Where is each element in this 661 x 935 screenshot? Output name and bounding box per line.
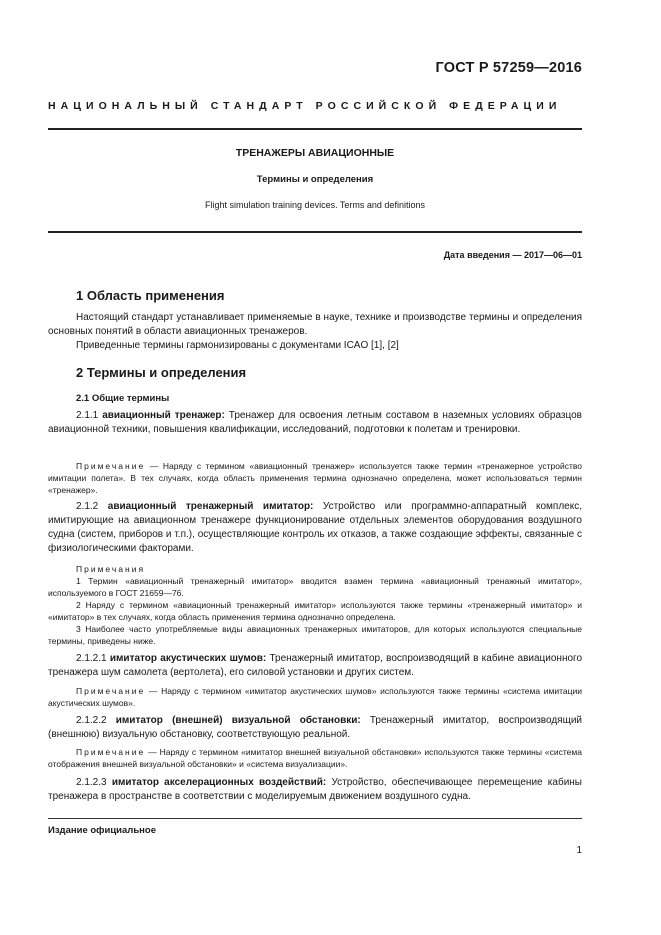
note-item: 1 Термин «авиационный тренажерный имитатор» вводится взамен термина «авиационный тренажный имитатор», используемого в ГОСТ 21659—76. <box>48 576 582 598</box>
note-text: — Наряду с термином «имитатор акустических шумов» используются также термины «система имитации акустических шумов». <box>48 686 582 708</box>
note-item: 3 Наиболее часто употребляемые виды авиационных тренажерных имитаторов, для которых используются специальные термины, приведены ниже. <box>48 624 582 646</box>
term-2-1-2 <box>48 500 582 556</box>
term-2-1-2-3 <box>48 776 582 804</box>
term-name: имитатор акселерационных воздействий: <box>111 777 327 788</box>
page-number: 1 <box>576 845 582 856</box>
term-2-1-2-1 <box>48 652 582 680</box>
term-2-1-1 <box>48 409 582 437</box>
note-text: — Наряду с термином «авиационный тренажер» используется также термин «тренажерное устройство имитации полета». В тех случаях, когда область применения термина однозначно определена, может использоваться термин «тренажер». <box>48 461 582 495</box>
note-label: Примечание <box>76 686 146 696</box>
term-2-1-2-2 <box>48 714 582 742</box>
note-label: Примечание <box>76 747 146 757</box>
footer-divider <box>48 818 582 819</box>
notes-label: Примечания <box>76 564 146 574</box>
document-title: ТРЕНАЖЕРЫ АВИАЦИОННЫЕ <box>235 147 395 159</box>
standard-number: ГОСТ Р 57259—2016 <box>435 60 582 76</box>
note-2-1-2-1 <box>48 685 582 709</box>
term-number: 2.1.2.1 <box>76 653 110 664</box>
section-2-heading: 2 Термины и определения <box>76 365 247 380</box>
note-label: Примечание <box>76 461 146 471</box>
note-2-1-2-2 <box>48 746 582 770</box>
term-definition: Устройство или программно-аппаратный комплекс, имитирующие на авиационном тренажере функционирование отдельных элементов оборудования воздушного судна (систем, приборов и т.п.), осуществляющие контроль их отказов, а также создающие эффекты, связанные с физиологическими факторами. <box>48 501 582 554</box>
term-name: имитатор (внешней) визуальной обстановки: <box>115 715 361 726</box>
note-2-1-1 <box>48 460 582 496</box>
note-item: 2 Наряду с термином «авиационный тренажерный имитатор» используются также термины «тренажерный имитатор» и «имитатор» в тех случаях, когда область применения термина однозначно определена. <box>48 600 582 622</box>
header-divider <box>48 128 582 130</box>
term-definition: Тренажерный имитатор, воспроизводящий в кабине авиационного тренажера шум самолета (вертолета), его силовой установки и других систем. <box>48 653 583 678</box>
official-edition-label: Издание официальное <box>48 825 156 836</box>
introduction-date: Дата введения — 2017—06—01 <box>443 250 582 260</box>
term-definition: Устройство, обеспечивающее перемещение кабины тренажера в пространстве в соответствии с моделируемым движением воздушного судна. <box>48 777 582 802</box>
subsection-2-1-heading: 2.1 Общие термины <box>76 393 170 404</box>
title-divider <box>48 231 582 233</box>
section-1-body <box>48 311 582 353</box>
term-name: авиационный тренажерный имитатор: <box>107 501 314 512</box>
term-number: 2.1.2.2 <box>76 715 116 726</box>
national-standard-caption: НАЦИОНАЛЬНЫЙ СТАНДАРТ РОССИЙСКОЙ ФЕДЕРАЦИИ <box>48 100 562 112</box>
document-subtitle: Термины и определения <box>256 174 374 185</box>
english-title: Flight simulation training devices. Terms and definitions <box>205 200 425 210</box>
term-number: 2.1.2 <box>76 501 108 512</box>
section-1-paragraph: Настоящий стандарт устанавливает применяемые в науке, технике и производстве термины и определения основных понятий в области авиационных тренажеров. <box>48 312 582 337</box>
term-name: авиационный тренажер: <box>102 410 225 421</box>
term-definition: Тренажерный имитатор, воспроизводящий (внешнюю) визуальную обстановку, соответствующую реальной. <box>48 715 583 740</box>
term-definition: Тренажер для освоения летным составом в наземных условиях образцов авиационной техники, повышения квалификации, исследований, подготовки к полетам и тренировки. <box>48 410 582 435</box>
term-number: 2.1.1 <box>76 410 103 421</box>
section-1-heading: 1 Область применения <box>76 288 225 303</box>
notes-2-1-2 <box>48 563 582 647</box>
section-1-paragraph: Приведенные термины гармонизированы с документами ICAO [1], [2] <box>76 340 399 351</box>
term-number: 2.1.2.3 <box>76 777 112 788</box>
term-name: имитатор акустических шумов: <box>109 653 267 664</box>
note-text: — Наряду с термином «имитатор внешней визуальной обстановки» используются также термины «система отображения внешней визуальной обстановки» и «система визуализации». <box>48 747 582 769</box>
